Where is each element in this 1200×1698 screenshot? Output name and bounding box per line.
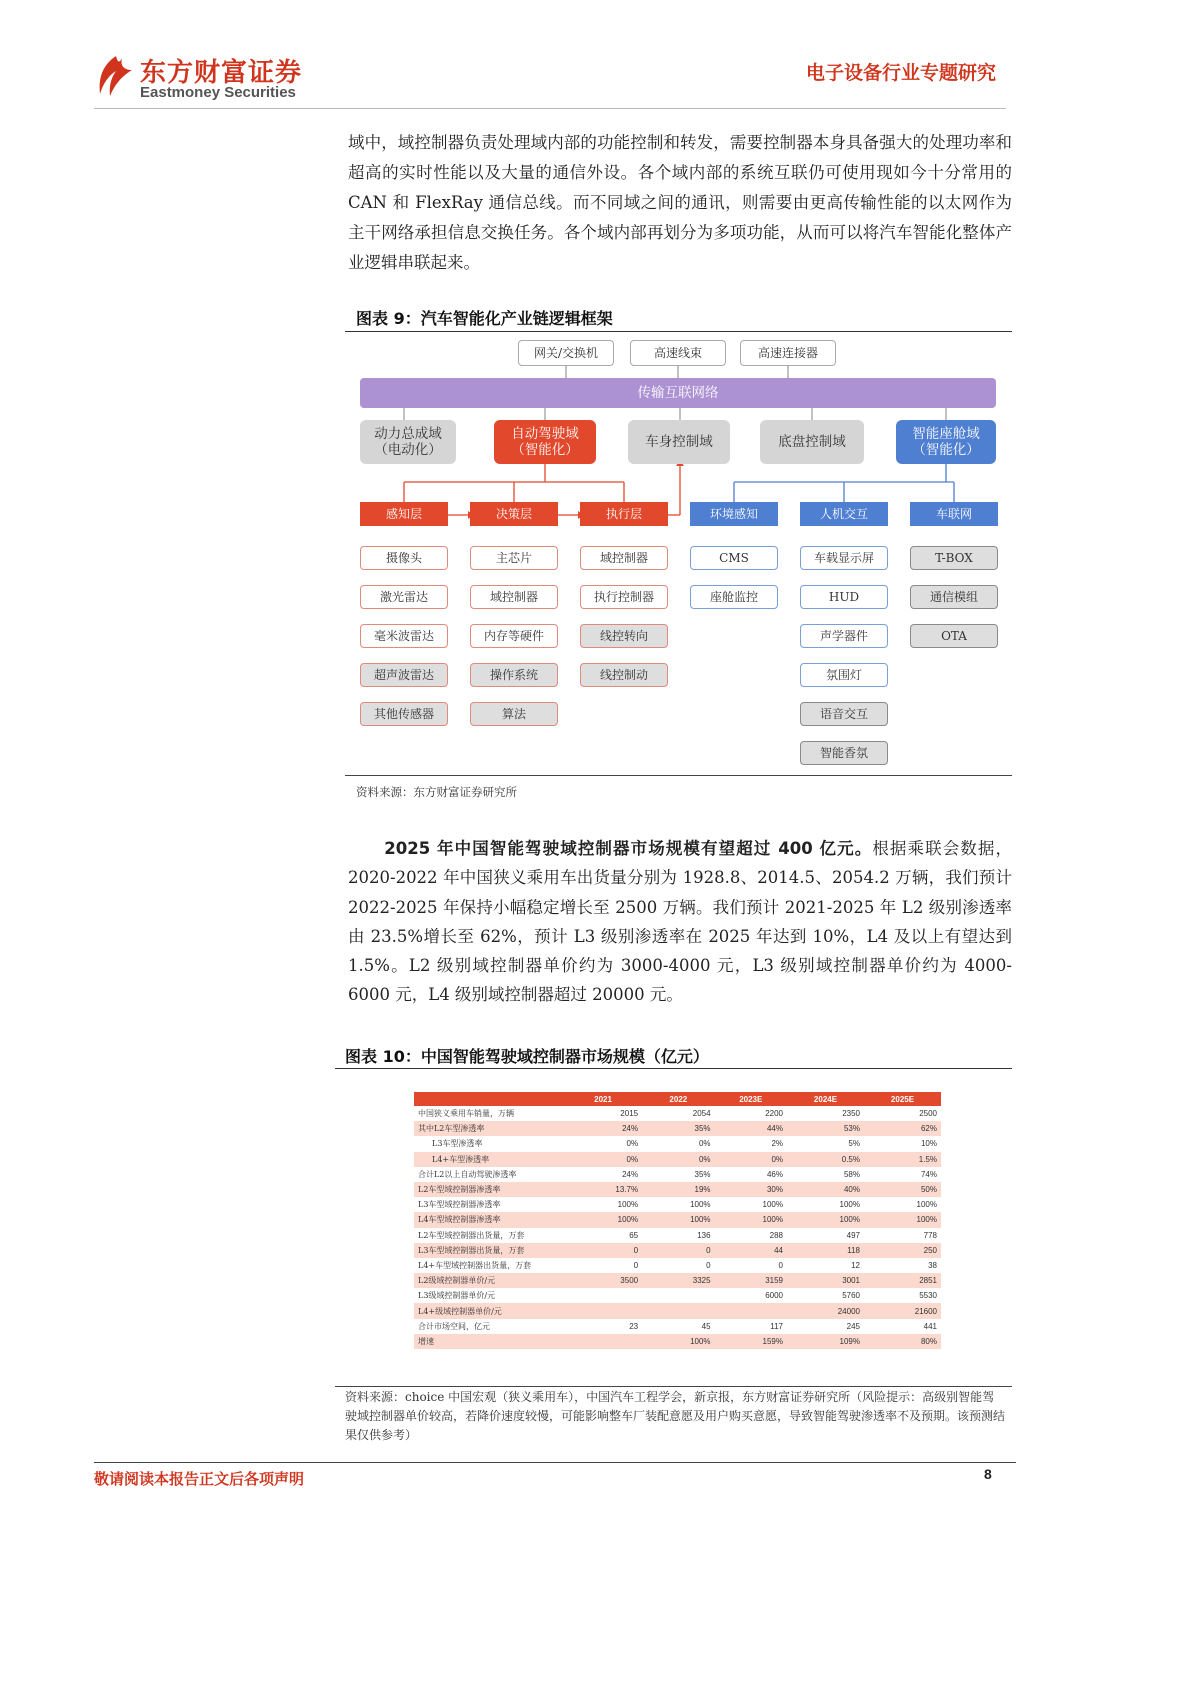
table-cell: 5760: [842, 1291, 860, 1301]
table-row: [414, 1197, 941, 1212]
table-header-cell: 2022: [642, 1092, 714, 1106]
domain-box: 智能座舱域 （智能化）: [896, 420, 996, 464]
report-type-title: 电子设备行业专题研究: [805, 62, 996, 84]
network-bar: 传输互联网络: [360, 378, 996, 408]
table-row: [414, 1182, 941, 1197]
table-row: [414, 1243, 941, 1258]
layer-item: CMS: [690, 546, 778, 570]
figure10-source: 资料来源：choice 中国宏观（狭义乘用车），中国汽车工程学会，新京报，东方财富证券研究所（风险提示：高级别智能驾驶域控制器单价较高，若降价速度较慢，可能影响整车厂装配意愿及用户购买意愿，导致智能驾驶渗透率不及预期。该预测结果仅供参考）: [345, 1390, 1006, 1442]
table-cell: 2015: [620, 1109, 639, 1119]
layer-item: 通信模组: [910, 585, 998, 609]
table-cell: 58%: [843, 1169, 860, 1179]
table-cell: 35%: [694, 1169, 711, 1179]
table-cell: 62%: [864, 1121, 941, 1136]
table-cell: 0.5%: [787, 1152, 864, 1167]
table-row: [414, 1212, 941, 1227]
table-row: [414, 1303, 941, 1318]
top-item-connector: 高速连接器: [740, 340, 836, 366]
table-cell: 100%: [564, 1212, 642, 1227]
row-label: 增速: [414, 1334, 564, 1349]
row-label: 合计市场空间，亿元: [418, 1321, 490, 1331]
table-cell: 3001: [787, 1273, 864, 1288]
layer-item: 超声波雷达: [360, 663, 448, 687]
table-header-row: [414, 1092, 941, 1106]
table-header-cell: [414, 1092, 564, 1106]
market-paragraph-lead: 2025 年中国智能驾驶域控制器市场规模有望超过 400 亿元。: [384, 839, 873, 858]
table-cell: 44%: [715, 1121, 787, 1136]
table-cell: 0: [642, 1243, 714, 1258]
table-cell: 24%: [564, 1121, 642, 1136]
table-cell: 2350: [842, 1109, 860, 1119]
table-cell: 50%: [864, 1182, 941, 1197]
table-cell: 100%: [916, 1200, 937, 1210]
domain-box: 自动驾驶域 （智能化）: [494, 420, 596, 464]
table-row: [414, 1167, 941, 1182]
layer-item: 智能香氛: [800, 741, 888, 765]
market-size-table: [414, 1092, 941, 1349]
layer-item: 操作系统: [470, 663, 558, 687]
table-cell: 21600: [864, 1303, 941, 1318]
table-cell: 100%: [762, 1200, 783, 1210]
table-cell: [564, 1303, 642, 1318]
table-cell: 1.5%: [864, 1152, 941, 1167]
figure9-title: 图表 9：汽车智能化产业链逻辑框架: [356, 309, 613, 328]
layer-item: 语音交互: [800, 702, 888, 726]
layer-item: T-BOX: [910, 546, 998, 570]
table-row: [414, 1273, 941, 1288]
table-cell: 2500: [919, 1109, 937, 1119]
row-label: L2级域控制器单价/元: [414, 1273, 564, 1288]
table-cell: 288: [769, 1230, 783, 1240]
table-header-cell: 2025E: [864, 1092, 941, 1106]
layer-header: 执行层: [580, 502, 668, 526]
table-row: [414, 1106, 941, 1121]
table-cell: 0%: [698, 1139, 711, 1149]
row-label: L3车型域控制器出货量，万套: [414, 1243, 564, 1258]
row-label: L2车型域控制器渗透率: [414, 1182, 564, 1197]
table-cell: 245: [846, 1321, 860, 1331]
table-cell: 117: [770, 1321, 783, 1331]
table-cell: [564, 1334, 642, 1349]
table-cell: 5%: [848, 1139, 860, 1149]
top-item-gateway: 网关/交换机: [518, 340, 614, 366]
domain-box: 车身控制域: [628, 420, 730, 464]
layer-item: 激光雷达: [360, 585, 448, 609]
row-label: L3级域控制器单价/元: [418, 1291, 496, 1301]
table-cell: 23: [629, 1321, 639, 1331]
table-cell: 0: [564, 1243, 642, 1258]
layer-item: 其他传感器: [360, 702, 448, 726]
table-cell: 74%: [920, 1169, 937, 1179]
table-cell: 0%: [564, 1152, 642, 1167]
layer-item: 线控制动: [580, 663, 668, 687]
table-cell: 159%: [715, 1334, 787, 1349]
layer-item: 算法: [470, 702, 558, 726]
table-cell: 100%: [690, 1200, 711, 1210]
table-header-cell: 2024E: [787, 1092, 864, 1106]
layer-item: 主芯片: [470, 546, 558, 570]
row-label: 合计L2以上自动驾驶渗透率: [418, 1169, 517, 1179]
table-row: [414, 1228, 941, 1243]
footer-divider: [94, 1462, 1016, 1463]
table-cell: 45: [701, 1321, 711, 1331]
table-row: [414, 1121, 941, 1136]
brand-name-cn: 东方财富证券: [140, 58, 303, 88]
intro-paragraph: 域中，域控制器负责处理域内部的功能控制和转发，需要控制器本身具备强大的处理功率和超高的实时性能以及大量的通信外设。各个域内部的系统互联仍可使用现如今十分常用的 CAN 和 FlexRay 通信总线。而不同域之间的通讯，则需要由更高传输性能的以太网作为主干网络承担信息交换任务。各个域内部再划分为多项功能，从而可以将汽车智能化整体产业逻辑串联起来。: [348, 133, 1012, 272]
layer-header: 决策层: [470, 502, 558, 526]
table-cell: 441: [923, 1321, 937, 1331]
table-cell: 100%: [787, 1212, 864, 1227]
table-cell: 40%: [787, 1182, 864, 1197]
figure10-title: 图表 10：中国智能驾驶域控制器市场规模（亿元）: [345, 1047, 709, 1066]
table-row: [414, 1288, 941, 1303]
table-cell: [642, 1303, 714, 1318]
layer-item: 声学器件: [800, 624, 888, 648]
table-cell: 0: [633, 1260, 639, 1270]
layer-item: 线控转向: [580, 624, 668, 648]
table-cell: 3159: [715, 1273, 787, 1288]
table-row: [414, 1152, 941, 1167]
table-cell: 24000: [787, 1303, 864, 1318]
table-cell: 100%: [715, 1212, 787, 1227]
row-label: L4车型域控制器渗透率: [414, 1212, 564, 1227]
figure10-bottom-rule: [335, 1386, 1012, 1387]
table-cell: 3500: [564, 1273, 642, 1288]
row-label: L3车型域控制器渗透率: [418, 1200, 501, 1210]
table-cell: 19%: [642, 1182, 714, 1197]
table-cell: 2054: [692, 1109, 711, 1119]
table-cell: 80%: [864, 1334, 941, 1349]
page-number: 8: [984, 1466, 992, 1482]
layer-item: 域控制器: [470, 585, 558, 609]
layer-header: 环境感知: [690, 502, 778, 526]
table-row: [414, 1334, 941, 1349]
domain-box: 底盘控制域: [760, 420, 864, 464]
table-cell: [642, 1288, 714, 1303]
table-cell: 0: [778, 1260, 783, 1270]
table-cell: 778: [923, 1230, 937, 1240]
figure9-top-rule: [345, 331, 1012, 332]
table-cell: 100%: [642, 1334, 714, 1349]
figure9-bottom-rule: [345, 775, 1012, 776]
disclaimer-note: 敬请阅读本报告正文后各项声明: [94, 1470, 305, 1488]
table-row: [414, 1319, 941, 1334]
row-label: L4+级域控制器单价/元: [414, 1303, 564, 1318]
row-label: L4+车型域控制器出货量，万套: [418, 1260, 532, 1270]
market-paragraph: [348, 834, 1012, 1010]
eastmoney-logo-icon: [94, 54, 134, 100]
layer-item: 氛围灯: [800, 663, 888, 687]
table-cell: 6000: [765, 1291, 783, 1301]
industry-chain-diagram: [350, 334, 1014, 766]
market-paragraph-body: 根据乘联会数据，2020-2022 年中国狭义乘用车出货量分别为 1928.8、2014.5、2054.2 万辆，我们预计 2022-2025 年保持小幅稳定增长至 2500 万辆。我们预计 2021-2025 年 L2 级别渗透率由 23.5%增长至 62%，预计 L3 级别渗透率在 2025 年达到 10%，L4 及以上有望达到 1.5%。L2 级别域控制器单价约为 3000-4000 元，L3 级别域控制器单价约为 4000-6000 元，L4 级别域控制器超过 20000 元。: [348, 839, 1012, 1005]
table-cell: 109%: [787, 1334, 864, 1349]
table-cell: 3325: [642, 1273, 714, 1288]
table-cell: 497: [846, 1230, 860, 1240]
figure10-top-rule: [335, 1068, 1012, 1069]
layer-item: 域控制器: [580, 546, 668, 570]
table-row: [414, 1258, 941, 1273]
table-cell: 100%: [839, 1200, 860, 1210]
table-cell: 30%: [715, 1182, 787, 1197]
row-label: 中国狭义乘用车销量，万辆: [418, 1109, 514, 1119]
table-cell: [715, 1303, 787, 1318]
domain-box: 动力总成域 （电动化）: [360, 420, 456, 464]
table-cell: 2200: [765, 1109, 783, 1119]
table-cell: 35%: [642, 1121, 714, 1136]
row-label: 其中L2车型渗透率: [414, 1121, 564, 1136]
layer-item: 座舱监控: [690, 585, 778, 609]
table-cell: 250: [864, 1243, 941, 1258]
row-label: L4+车型渗透率: [414, 1152, 564, 1167]
table-cell: 100%: [642, 1212, 714, 1227]
table-cell: 10%: [920, 1139, 937, 1149]
table-header-cell: 2021: [564, 1092, 642, 1106]
table-cell: 46%: [766, 1169, 783, 1179]
table-cell: 12: [851, 1260, 860, 1270]
layer-item: 内存等硬件: [470, 624, 558, 648]
layer-item: OTA: [910, 624, 998, 648]
table-cell: 2%: [771, 1139, 783, 1149]
table-cell: 24%: [622, 1169, 639, 1179]
layer-header: 车联网: [910, 502, 998, 526]
table-header-cell: 2023E: [715, 1092, 787, 1106]
table-cell: [564, 1288, 642, 1303]
table-cell: 136: [697, 1230, 711, 1240]
layer-item: HUD: [800, 585, 888, 609]
table-cell: 0%: [642, 1152, 714, 1167]
layer-item: 车载显示屏: [800, 546, 888, 570]
table-cell: 100%: [617, 1200, 639, 1210]
table-cell: 38: [928, 1260, 937, 1270]
table-cell: 2851: [864, 1273, 941, 1288]
table-cell: 118: [787, 1243, 864, 1258]
table-cell: 13.7%: [564, 1182, 642, 1197]
table-cell: 44: [715, 1243, 787, 1258]
table-cell: 100%: [864, 1212, 941, 1227]
row-label: L2车型域控制器出货量，万套: [418, 1230, 525, 1240]
table-cell: 53%: [787, 1121, 864, 1136]
table-row: [414, 1136, 941, 1151]
brand-name-en: Eastmoney Securities: [140, 84, 296, 101]
table-cell: 65: [629, 1230, 639, 1240]
row-label: L3车型渗透率: [432, 1139, 483, 1149]
top-item-harness: 高速线束: [630, 340, 726, 366]
table-cell: 5530: [919, 1291, 937, 1301]
table-cell: 0%: [626, 1139, 639, 1149]
layer-header: 感知层: [360, 502, 448, 526]
layer-header: 人机交互: [800, 502, 888, 526]
table-cell: 0: [706, 1260, 711, 1270]
layer-item: 执行控制器: [580, 585, 668, 609]
figure9-source: 资料来源：东方财富证券研究所: [356, 785, 517, 799]
header-divider: [94, 108, 1006, 109]
table-cell: 0%: [715, 1152, 787, 1167]
layer-item: 摄像头: [360, 546, 448, 570]
layer-item: 毫米波雷达: [360, 624, 448, 648]
